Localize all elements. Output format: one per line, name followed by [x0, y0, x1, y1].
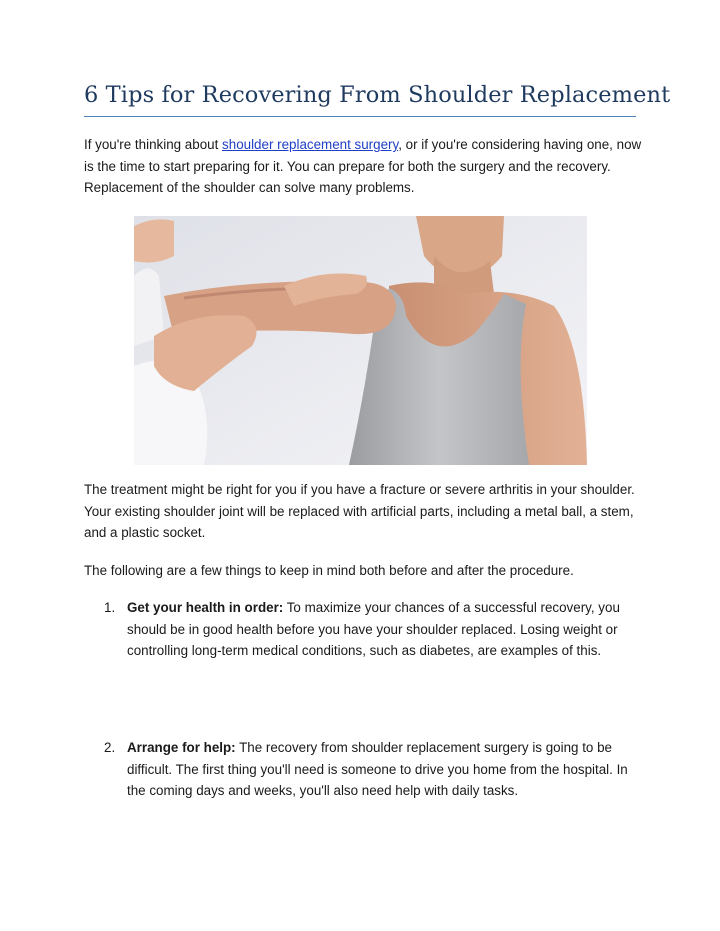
intro-text-before: If you're thinking about — [84, 137, 223, 152]
intro-text-after: , or if you're considering having one, now is the time to start preparing for it. You can prepare for both the surgery and the recovery. Replacement of the shoulder can solve many problems. — [84, 137, 642, 195]
title-underline — [84, 116, 636, 117]
tip-heading: Get your health in order: — [127, 600, 284, 615]
tip-body: The recovery from shoulder replacement surgery is going to be difficult. The first thing you'll need is someone to drive you home from the hospital. In the coming days and weeks, you'll also need help with daily tasks. — [127, 740, 628, 798]
tip-body: To maximize your chances of a successful recovery, you should be in good health before you have your shoulder replaced. Losing weight or controlling long-term medical conditions, such as diabetes, are examples of this. — [127, 600, 620, 658]
list-number: 2. — [104, 740, 116, 755]
treatment-paragraph: The treatment might be right for you if you have a fracture or severe arthritis in your shoulder. Your existing shoulder joint will be replaced with artificial parts, including a metal ball, a stem, and a plastic socket. — [84, 482, 635, 540]
tip-text — [127, 597, 637, 662]
intro-paragraph — [84, 134, 644, 199]
tip-text — [127, 737, 637, 802]
procedure-intro-paragraph: The following are a few things to keep in mind both before and after the procedure. — [84, 563, 574, 578]
list-number: 1. — [104, 600, 116, 615]
shoulder-exam-photo — [134, 216, 587, 465]
article-title: 6 Tips for Recovering From Shoulder Replacement — [84, 82, 671, 108]
tip-heading: Arrange for help: — [127, 740, 236, 755]
shoulder-surgery-link[interactable]: shoulder replacement surgery — [222, 137, 399, 152]
